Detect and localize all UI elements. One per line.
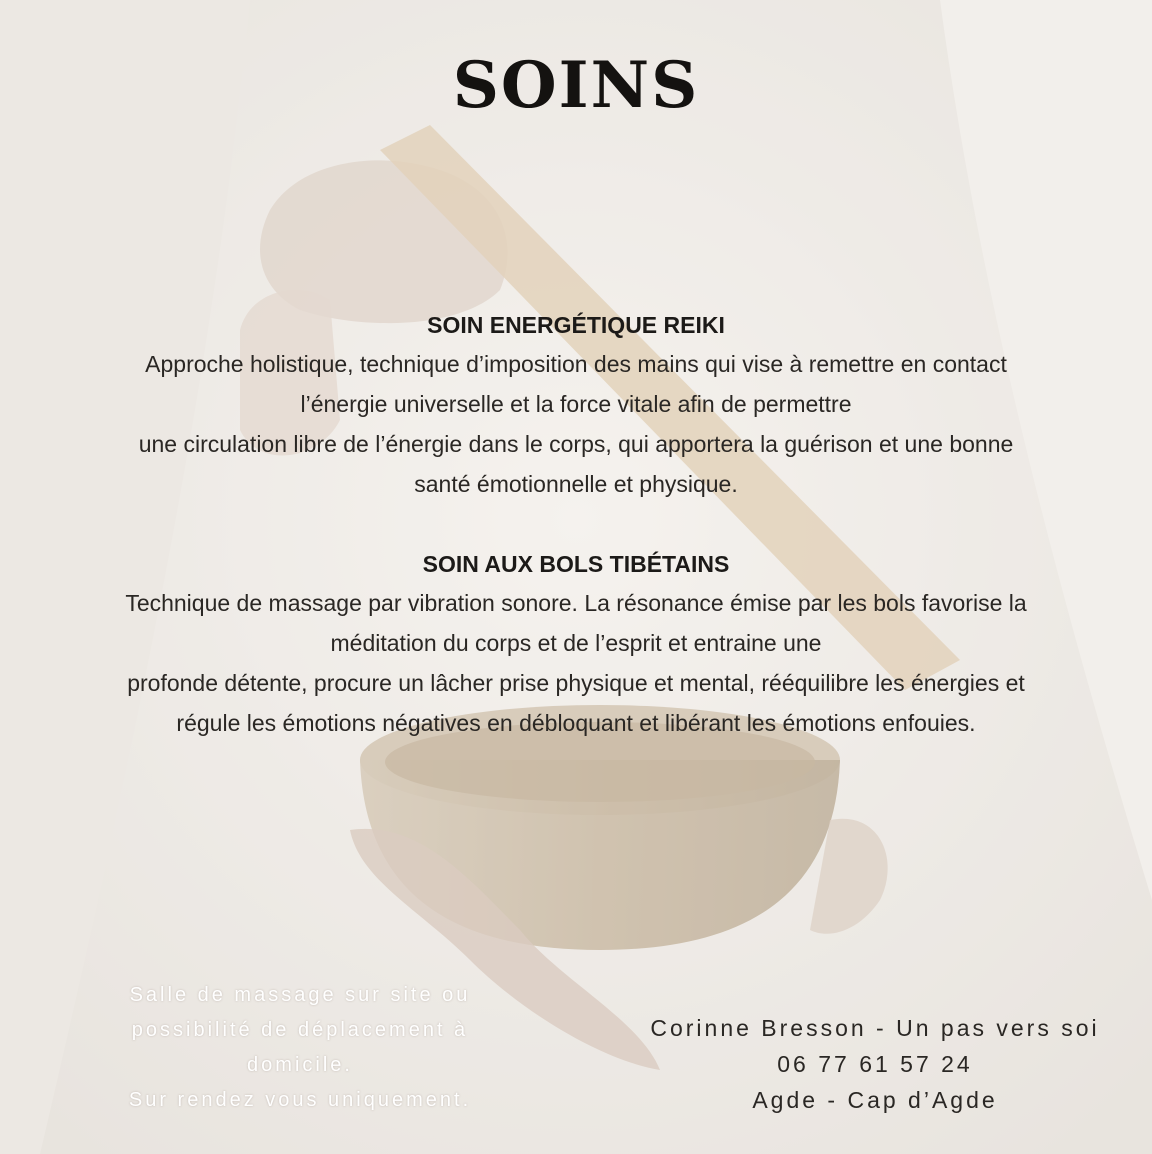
location-note bbox=[60, 978, 540, 1118]
location-note-line: Sur rendez vous uniquement. bbox=[128, 1089, 472, 1111]
location-note-line: domicile. bbox=[247, 1054, 353, 1076]
service-description bbox=[20, 583, 1132, 743]
description-line: l’énergie universelle et la force vitale afin de permettre bbox=[300, 391, 852, 417]
contact-name: Corinne Bresson - Un pas vers soi bbox=[650, 1015, 1100, 1041]
description-line: profonde détente, procure un lâcher prise physique et mental, rééquilibre les énergies et bbox=[127, 670, 1025, 696]
service-reiki bbox=[20, 306, 1132, 504]
description-line: Technique de massage par vibration sonore. La résonance émise par les bols favorise la bbox=[125, 590, 1027, 616]
service-tibetan-bowls bbox=[20, 545, 1132, 743]
service-description bbox=[20, 344, 1132, 504]
location-note-line: Salle de massage sur site ou bbox=[129, 984, 471, 1006]
description-line: santé émotionnelle et physique. bbox=[414, 471, 738, 497]
service-heading: SOIN AUX BOLS TIBÉTAINS bbox=[422, 551, 730, 577]
service-heading: SOIN ENERGÉTIQUE REIKI bbox=[427, 312, 725, 338]
description-line: régule les émotions négatives en débloquant et libérant les émotions enfouies. bbox=[176, 710, 976, 736]
description-line: Approche holistique, technique d’imposition des mains qui vise à remettre en contact bbox=[145, 351, 1007, 377]
location-note-line: possibilité de déplacement à bbox=[131, 1019, 469, 1041]
description-line: une circulation libre de l’énergie dans le corps, qui apportera la guérison et une bonne bbox=[138, 431, 1014, 457]
page-title: SOINS bbox=[452, 48, 700, 123]
contact-phone: 06 77 61 57 24 bbox=[777, 1051, 973, 1077]
description-line: méditation du corps et de l’esprit et entraine une bbox=[330, 630, 822, 656]
contact-info bbox=[620, 1010, 1130, 1118]
contact-city: Agde - Cap d’Agde bbox=[752, 1087, 998, 1113]
